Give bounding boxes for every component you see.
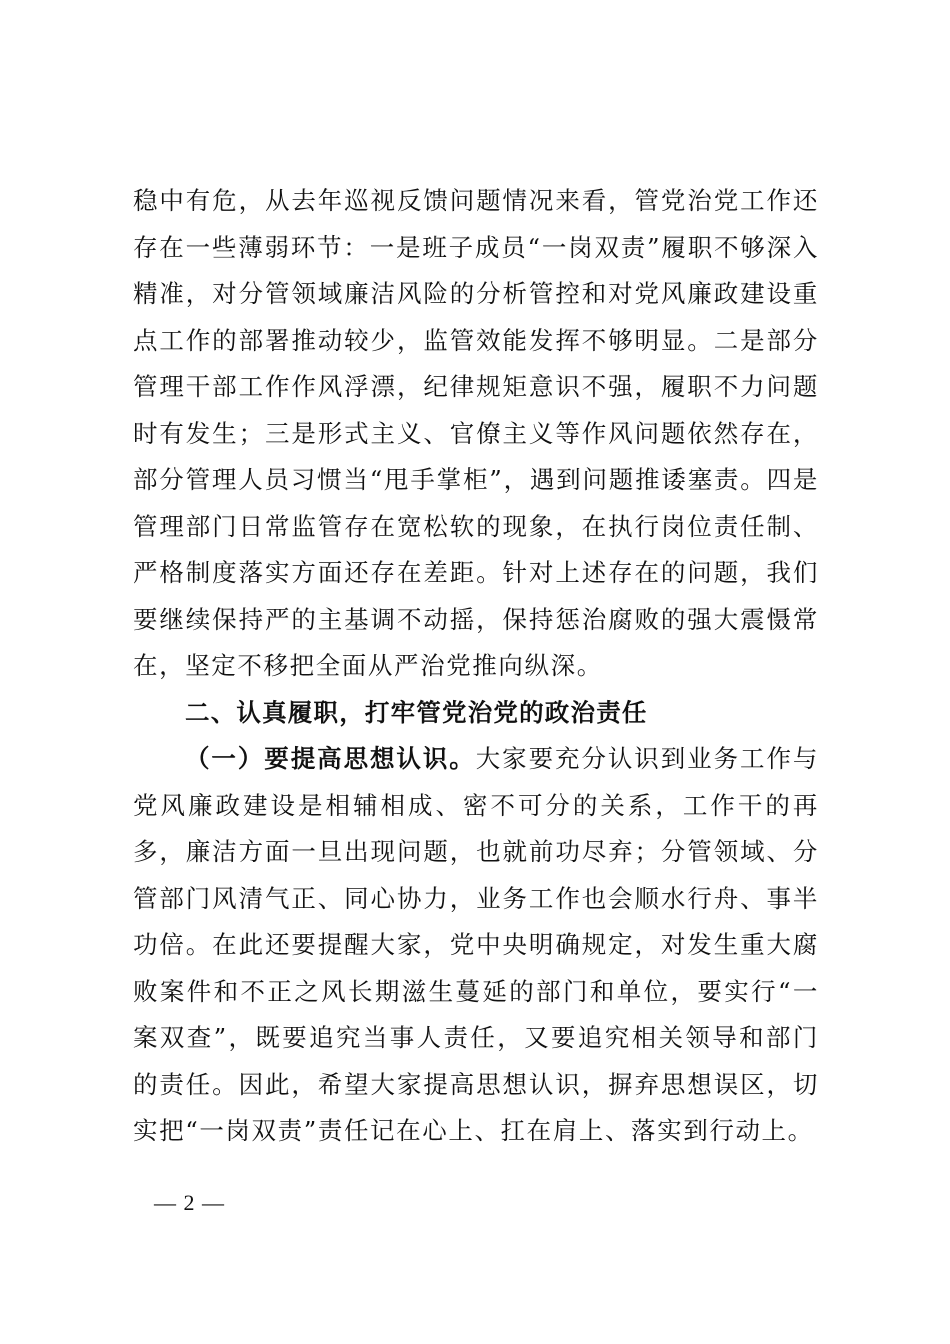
document-body — [133, 178, 819, 1155]
paragraph-continuation: 稳中有危，从去年巡视反馈问题情况来看，管党治党工作还存在一些薄弱环节：一是班子成员“一岗双责”履职不够深入精准，对分管领域廉洁风险的分析管控和对党风廉政建设重点工作的部署推动较少，监管效能发挥不够明显。二是部分管理干部工作作风浮漂，纪律规矩意识不强，履职不力问题时有发生；三是形式主义、官僚主义等作风问题依然存在，部分管理人员习惯当“甩手掌柜”，遇到问题推诿塞责。四是管理部门日常监管存在宽松软的现象，在执行岗位责任制、严格制度落实方面还存在差距。针对上述存在的问题，我们要继续保持严的主基调不动摇，保持惩治腐败的强大震慑常在，坚定不移把全面从严治党推向纵深。 — [133, 186, 819, 680]
section-heading: 二、认真履职，打牢管党治党的政治责任 — [185, 697, 648, 727]
paragraph-lead: （一）要提高思想认识。 — [185, 744, 476, 773]
paragraph-body: 大家要充分认识到业务工作与党风廉政建设是相辅相成、密不可分的关系，工作干的再多，廉洁方面一旦出现问题，也就前功尽弃；分管领域、分管部门风清气正、同心协力，业务工作也会顺水行舟、事半功倍。在此还要提醒大家，党中央明确规定，对发生重大腐败案件和不正之风长期滋生蔓延的部门和单位，要实行“一案双查”，既要追究当事人责任，又要追究相关领导和部门的责任。因此，希望大家提高思想认识，摒弃思想误区，切实把“一岗双责”责任记在心上、扛在肩上、落实到行动上。 — [133, 744, 819, 1145]
paragraph-thinking — [133, 736, 819, 1155]
page-number: — 2 — — [154, 1190, 225, 1215]
